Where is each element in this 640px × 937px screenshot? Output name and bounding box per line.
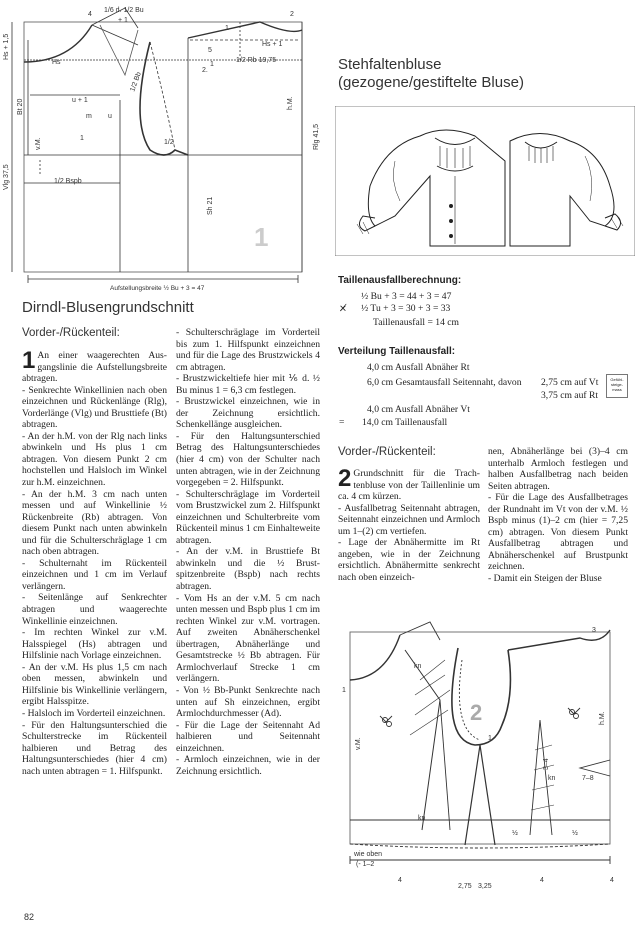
col1-p9: - Für den Haltungsunterschied die Schulterstrecke im Rückenteil halbieren und Betrag des Haltungsunterschiedes (hier 4 cm) nach unten abtragen = 1. Hilfspunkt. — [22, 719, 167, 777]
col4-p1: - Für die Lage des Ausfallbetrages der Rundnaht im Vt von der v.M. ½ Bspb minus (1)–2 cm (hier = 7,25 cm) abtragen. Von diesem Punkt Ausfallbetrag abtragen und Abnäherschenkel auf Brustpunkt zeichnen. — [488, 492, 628, 573]
d2-label-half2: ½ — [572, 830, 578, 837]
d1-label-hs1: Hs + 1 — [262, 41, 283, 48]
d2-label-wie: wie oben — [354, 851, 383, 858]
text-column-3 — [338, 465, 480, 583]
d1-label-u: u — [108, 113, 112, 120]
col4-p0: nen, Abnäherlänge bei (3)–4 cm unterhalb Armloch festlegen und halben Ausfallbetrag nach beiden Seiten abtragen. — [488, 446, 628, 492]
d1-label-bt: Bt 20 — [17, 98, 24, 115]
d1-label-hm: h.M. — [287, 96, 294, 110]
page-number: 82 — [24, 912, 35, 922]
dist-line-2: 6,0 cm Gesamtausfall Seitennaht, davon — [367, 377, 522, 388]
col2-p5: - An der v.M. in Brusttiefe Bt abwinkeln und die ½ Brustspitzenbreite (Bspb) nach rechts abtragen. — [176, 546, 320, 593]
d1-label-bu-half: 1/2 — [164, 139, 174, 146]
d2-label-34: 3–4 — [543, 758, 550, 770]
dist-line-4: 14,0 cm Taillenausfall — [362, 417, 448, 428]
d1-label-top2: 1/6 d. 1/2 Bu — [104, 7, 144, 14]
blouse-subtitle: (gezogene/gestiftelte Bluse) — [338, 74, 524, 91]
col2-p6: - Vom Hs an der v.M. 5 cm nach unten messen und Bspb plus 1 cm im rechten Winkel zur v.M. vortragen. Auf zweiten Abnäherschenkel übertragen, Abnäherlänge und Gesamtstrecke ½ Bb abtragen. Für Armlochverlauf Strecke 1 cm verlängern. — [176, 592, 320, 685]
col1-p2: - An der h.M. von der Rlg nach links abwinkeln und Hs plus 1 cm abtragen. Von diesem Punkt 2 cm hochstellen und Halsloch im Winkel zur h.M. einzeichnen. — [22, 430, 167, 489]
d2-label-kn2: kn — [418, 815, 426, 822]
text-column-2 — [176, 327, 320, 777]
d2-label-275: 2,75 — [458, 883, 472, 890]
pattern-diagram-1 — [0, 0, 320, 300]
col4-p2: - Damit ein Steigen der Bluse — [488, 573, 602, 585]
col3-p2: - Lage der Abnähermitte im Rt angeben, wie in der Zeichnung ersichtlich. Abnähermitte senkrecht nach oben einzeich- — [338, 537, 480, 583]
d1-label-rb: 1/2 Rb 19,75 — [236, 57, 277, 64]
d1-label-two: 2. — [202, 67, 208, 74]
dist-line-2a: 2,75 cm auf Vt — [541, 377, 599, 388]
calc-line-1: ½ Bu + 3 = 44 + 3 = 47 — [361, 291, 452, 302]
d2-label-half1: ½ — [512, 830, 518, 837]
d1-label-one: 1 — [80, 135, 84, 142]
d2-label-vm: v.M. — [355, 737, 362, 750]
calc-sign: ⨯̸ — [339, 303, 348, 314]
col1-p4: - Schulternaht im Rückenteil einzeichnen und 1 cm im Verlauf verlängern. — [22, 557, 167, 592]
col1-p0: 1An einer waagerechten Ausgangslinie die Aufstellungsbreite abtragen. — [22, 347, 167, 385]
text-column-4 — [488, 446, 628, 585]
pattern-diagram-2 — [330, 620, 640, 895]
dist-line-2b: 3,75 cm auf Rt — [541, 390, 599, 401]
d2-label-kn1: kn — [414, 663, 422, 670]
d1-label-hs: Hs — [52, 59, 61, 66]
d1-label-u1: u + 1 — [72, 97, 88, 104]
d1-label-n2: 2 — [290, 11, 294, 18]
d1-label-half-bspb: 1/2 Bspb — [54, 178, 82, 185]
col1-p5: - Seitenlänge auf Senkrechter abtragen und waagerechte Winkellinie einzeichnen. — [22, 592, 167, 627]
col1-p8: - Halsloch im Vorderteil einzeichnen. — [22, 707, 166, 719]
calc-heading: Taillenausfallberechnung: — [338, 275, 462, 286]
col2-p8: - Für die Lage der Seitennaht Ad halbieren und Seitennaht einzeichnen. — [176, 719, 320, 754]
d2-label-12: (- 1–2 — [356, 861, 375, 868]
col1-p3: - An der h.M. 3 cm nach unten messen und auf Winkellinie ½ Rückenbreite (Rb) abtragen. Von diesem Punkt nach unten abwinkeln und für die Schulterschräglage 1 cm nach oben abtragen. — [22, 488, 167, 558]
d1-label-top1: 4 — [88, 11, 92, 18]
dist-line-3: 4,0 cm Ausfall Abnäher Vt — [367, 404, 470, 415]
text-column-1 — [22, 347, 167, 777]
d2-label-hm: h.M. — [599, 711, 606, 725]
d1-number: 1 — [254, 222, 269, 252]
col2-p9: - Armloch einzeichnen, wie in der Zeichnung ersichtlich. — [176, 754, 320, 777]
d2-number: 2 — [470, 700, 483, 725]
d1-label-base: Aufstellungsbreite ½ Bu + 3 = 47 — [110, 285, 205, 292]
section2-heading: Vorder-/Rückenteil: — [338, 446, 436, 458]
dist-eq: = — [339, 417, 345, 428]
col3-p1: - Ausfallbetrag Seitennaht abtragen, Seitennaht einzeichnen und Armloch um 1–(2) cm vertiefen. — [338, 502, 480, 537]
dist-line-1: 4,0 cm Ausfall Abnäher Rt — [367, 362, 470, 373]
d1-label-n1: 1 — [225, 25, 229, 32]
d1-label-half-bb: 1/2 Bb — [129, 71, 143, 93]
col1-p6: - Im rechten Winkel zur v.M. Halsspiegel (Hs) abtragen und Hilfslinie nach Vorlage einzeichnen. — [22, 627, 167, 662]
d2-label-4a: 4 — [398, 877, 402, 884]
d2-label-1: 1 — [342, 687, 346, 694]
d2-label-325: 3,25 — [478, 883, 492, 890]
d2-label-one: 1 — [488, 735, 492, 742]
blouse-title: Stehfaltenbluse — [338, 56, 442, 73]
d2-label-kn3: kn — [548, 775, 556, 782]
col2-p7: - Von ½ Bb-Punkt Senkrechte nach unten auf Sh einzeichnen, ergibt Armlochdurchmesser (Ad). — [176, 684, 320, 720]
d1-label-vm: v.M. — [35, 137, 42, 150]
col1-p7: - An der v.M. Hs plus 1,5 cm nach oben messen, abwinkeln und Hilfslinie bis Winkellinie verlängern, ergibt Halsspitze. — [22, 661, 167, 708]
d1-label-top3: + 1 — [118, 17, 128, 24]
col1-p1: - Senkrechte Winkellinien nach oben einzeichnen und Rückenlänge (Rlg), Vorderlänge (Vlg) und Brusttiefe (Bt) abtragen. — [22, 384, 167, 431]
dist-note-box: Gefühlsteigemass — [606, 374, 628, 398]
d2-label-78: 7–8 — [582, 775, 594, 782]
dist-heading: Verteilung Taillenausfall: — [338, 346, 456, 357]
col2-p1: - Brustzwickeltiefe hier mit ⅙ d. ½ Bu minus 1 = 6,3 cm festlegen. — [176, 373, 320, 396]
col2-p4: - Schulterschräglage im Vorderteil vom Brustzwickel zum 2. Hilfspunkt einzeichnen und Schulterbreite vom Rückenteil minus 1 cm Einhalteweite abtragen. — [176, 488, 320, 546]
d1-label-hs-left: Hs + 1,5 — [3, 33, 10, 60]
col2-p3: - Für den Haltungsunterschied Betrag des Haltungsunterschiedes (hier 4 cm) von der Schulter nach unten abtragen, wie in der Zeichnung vorgegeben = 2. Hilfspunkt. — [176, 430, 320, 489]
d1-label-vlg: Vlg 37,5 — [3, 164, 10, 190]
d1-label-sh: Sh 21 — [207, 196, 214, 215]
d2-label-3: 3 — [592, 627, 596, 634]
calc-line-2: ½ Tu + 3 = 30 + 3 = 33 — [361, 303, 451, 314]
col2-p0: - Schulterschräglage im Vorderteil bis zum 1. Hilfspunkt einzeichnen und für die Lage des Brustzwickels 4 cm abtragen. — [176, 327, 320, 373]
col3-p0: 2Grundschnitt für die Trachtenbluse von der Taillenlinie um ca. 4 cm kürzen. — [338, 465, 480, 503]
section1-heading: Vorder-/Rückenteil: — [22, 327, 120, 339]
d2-label-4b: 4 — [540, 877, 544, 884]
col2-p2: - Brustzwickel einzeichnen, wie in der Zeichnung ersichtlich. Schenkellänge ausgleichen. — [176, 396, 320, 431]
d1-label-n1b: 1 — [210, 61, 214, 68]
calc-result: Taillenausfall = 14 cm — [373, 317, 459, 328]
main-title: Dirndl-Blusengrundschnitt — [22, 299, 194, 316]
blouse-illustration — [335, 106, 635, 256]
d1-label-rlg: Rlg 41,5 — [313, 123, 320, 150]
d1-label-n5: 5 — [208, 47, 212, 54]
d1-label-m: m — [86, 113, 92, 120]
d2-label-4c: 4 — [610, 877, 614, 884]
